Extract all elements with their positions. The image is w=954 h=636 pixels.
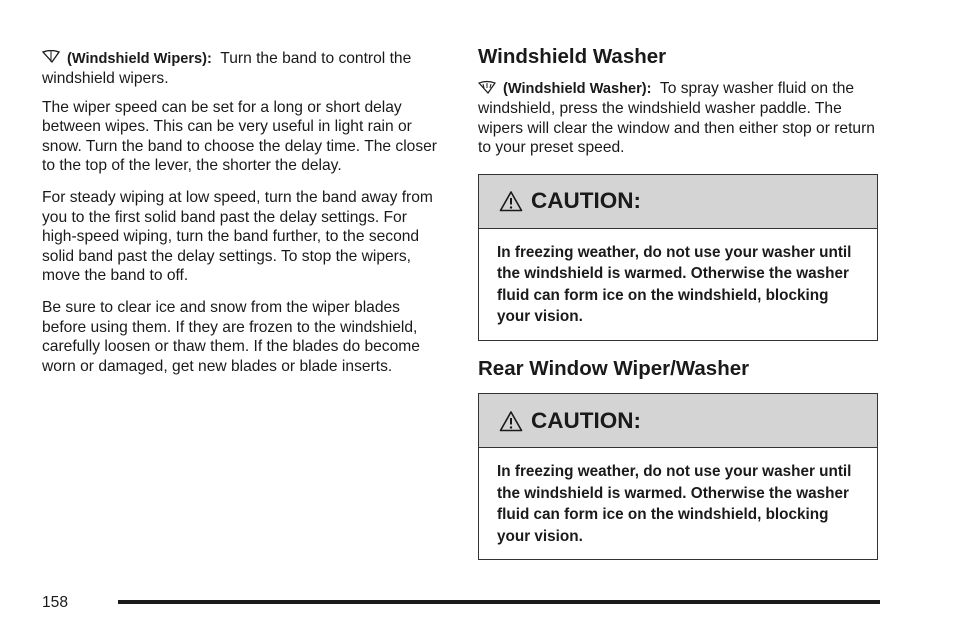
caution-text: In freezing weather, do not use your washer until the windshield is warmed. Otherwise the washer fluid can form ice on the windshield, blocking your vision. [497,243,852,326]
caution-header [479,175,877,229]
footer-rule [118,600,880,604]
wiper-icon [42,50,60,64]
rear-wiper-heading: Rear Window Wiper/Washer [478,357,750,380]
warning-triangle-icon [499,410,523,432]
windshield-washer-heading: Windshield Washer [478,45,667,68]
washer-paragraph [478,79,880,158]
wipers-lead: (Windshield Wipers): [67,51,212,67]
caution-box-rear [478,393,878,560]
wipers-paragraph [42,49,444,89]
washer-text: To spray washer fluid on the windshield, press the windshield washer paddle. The wipers will clear the window and then either stop or return to your preset speed. [478,80,875,157]
caution-box-windshield [478,174,878,341]
right-column [478,45,880,560]
washer-lead: (Windshield Washer): [503,81,652,97]
caution-text: In freezing weather, do not use your washer until the windshield is warmed. Otherwise the washer fluid can form ice on the windshield, blocking your vision. [497,463,852,545]
wipers-text: Turn the band to control the windshield wipers. [42,50,412,88]
caution-header [479,394,877,448]
warning-triangle-icon [499,190,523,212]
page-number: 158 [42,594,69,611]
left-column [42,49,444,389]
washer-icon [478,80,496,94]
caution-title: CAUTION: [531,407,641,433]
steady-wiping-paragraph: For steady wiping at low speed, turn the band away from you to the first solid band past the delay settings. For high-speed wiping, turn the band further, to the second solid band past the delay settings. To stop the wipers, move the band to off. [42,189,433,285]
clear-ice-paragraph: Be sure to clear ice and snow from the wiper blades before using them. If they are frozen to the windshield, carefully loosen or thaw them. If the blades do become worn or damaged, get new blades or blade inserts. [42,299,420,375]
delay-paragraph: The wiper speed can be set for a long or short delay between wipes. This can be very useful in light rain or snow. Turn the band to choose the delay time. The closer to the top of the lever, the shorter the delay. [42,98,437,175]
caution-title: CAUTION: [531,188,641,214]
